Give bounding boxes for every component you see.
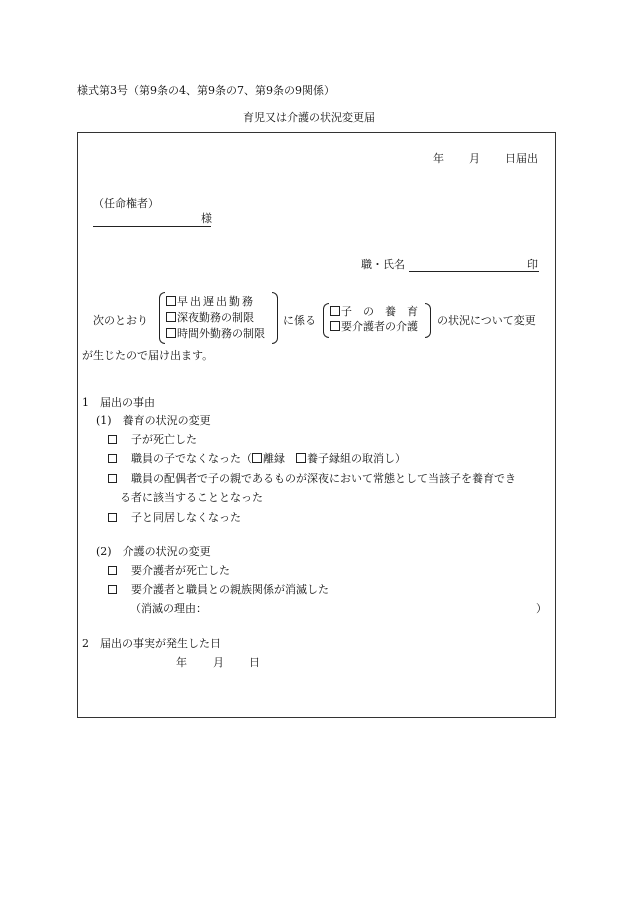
form-number: 様式第3号（第9条の4、第9条の7、第9条の9関係） bbox=[77, 84, 335, 97]
reason-spouse-can-care-cont: る者に該当することとなった bbox=[120, 491, 263, 504]
termination-reason-input[interactable] bbox=[205, 600, 525, 616]
recipient-name-field[interactable] bbox=[93, 226, 211, 227]
occurrence-month[interactable]: 月 bbox=[213, 656, 224, 669]
work-option-1[interactable]: 早出遅出勤務 bbox=[166, 296, 255, 307]
statement-connector: に係る bbox=[283, 314, 316, 327]
checkbox-icon[interactable] bbox=[296, 453, 306, 463]
work-bracket-left bbox=[159, 292, 165, 344]
checkbox-icon[interactable] bbox=[330, 321, 340, 331]
reason-care-recipient-died: 要介護者が死亡した bbox=[131, 564, 230, 577]
checkbox-icon[interactable] bbox=[108, 454, 117, 463]
applicant-label: 職・氏名 bbox=[361, 258, 405, 271]
care-bracket-right bbox=[425, 303, 431, 338]
section1-heading: 1 届出の事由 bbox=[82, 396, 155, 409]
checkbox-icon[interactable] bbox=[108, 474, 117, 483]
reason-child-died: 子が死亡した bbox=[131, 433, 197, 446]
work-option-2[interactable]: 深夜勤務の制限 bbox=[166, 312, 254, 323]
checkbox-icon[interactable] bbox=[166, 312, 176, 322]
care-bracket-left bbox=[323, 303, 329, 338]
work-option-3[interactable]: 時間外勤務の制限 bbox=[166, 328, 265, 339]
recipient-label: （任命権者） bbox=[93, 197, 159, 210]
occurrence-day[interactable]: 日 bbox=[249, 656, 260, 669]
section1-sub2-heading: (2) 介護の状況の変更 bbox=[96, 545, 211, 558]
care-option-2[interactable]: 要介護者の介護 bbox=[330, 321, 418, 332]
section1-sub1-heading: (1) 養育の状況の変更 bbox=[96, 414, 211, 427]
applicant-name-field[interactable] bbox=[409, 271, 539, 272]
termination-reason-close: ） bbox=[536, 602, 547, 615]
checkbox-icon[interactable] bbox=[252, 453, 262, 463]
checkbox-icon[interactable] bbox=[166, 296, 176, 306]
checkbox-icon[interactable] bbox=[108, 513, 117, 522]
statement-prefix: 次のとおり bbox=[93, 314, 148, 327]
reason-relation-ended: 要介護者と職員との親族関係が消滅した bbox=[131, 583, 329, 596]
date-day-submitted[interactable]: 日届出 bbox=[505, 152, 538, 165]
form-title: 育児又は介護の状況変更届 bbox=[243, 111, 375, 124]
reason-not-cohabiting: 子と同居しなくなった bbox=[131, 511, 241, 524]
checkbox-icon[interactable] bbox=[166, 328, 176, 338]
date-year[interactable]: 年 bbox=[433, 152, 444, 165]
checkbox-icon[interactable] bbox=[108, 566, 117, 575]
seal-mark: 印 bbox=[527, 258, 538, 271]
checkbox-icon[interactable] bbox=[330, 306, 340, 316]
care-option-1[interactable]: 子 の 養 育 bbox=[330, 306, 418, 317]
termination-reason-label: （消滅の理由： bbox=[130, 602, 207, 615]
checkbox-icon[interactable] bbox=[108, 585, 117, 594]
reason-no-longer-child: 職員の子でなくなった（ 離縁 養子縁組の取消し） bbox=[131, 452, 406, 465]
work-bracket-right bbox=[272, 292, 278, 344]
statement-suffix: の状況について変更 bbox=[437, 314, 536, 327]
reason-spouse-can-care: 職員の配偶者で子の親であるものが深夜において常態として当該子を養育でき bbox=[131, 472, 516, 485]
checkbox-icon[interactable] bbox=[108, 435, 117, 444]
statement-line2: が生じたので届け出ます。 bbox=[82, 349, 214, 362]
occurrence-year[interactable]: 年 bbox=[176, 656, 187, 669]
section2-heading: 2 届出の事実が発生した日 bbox=[82, 637, 221, 650]
date-month[interactable]: 月 bbox=[469, 152, 480, 165]
recipient-honorific: 様 bbox=[201, 212, 212, 225]
